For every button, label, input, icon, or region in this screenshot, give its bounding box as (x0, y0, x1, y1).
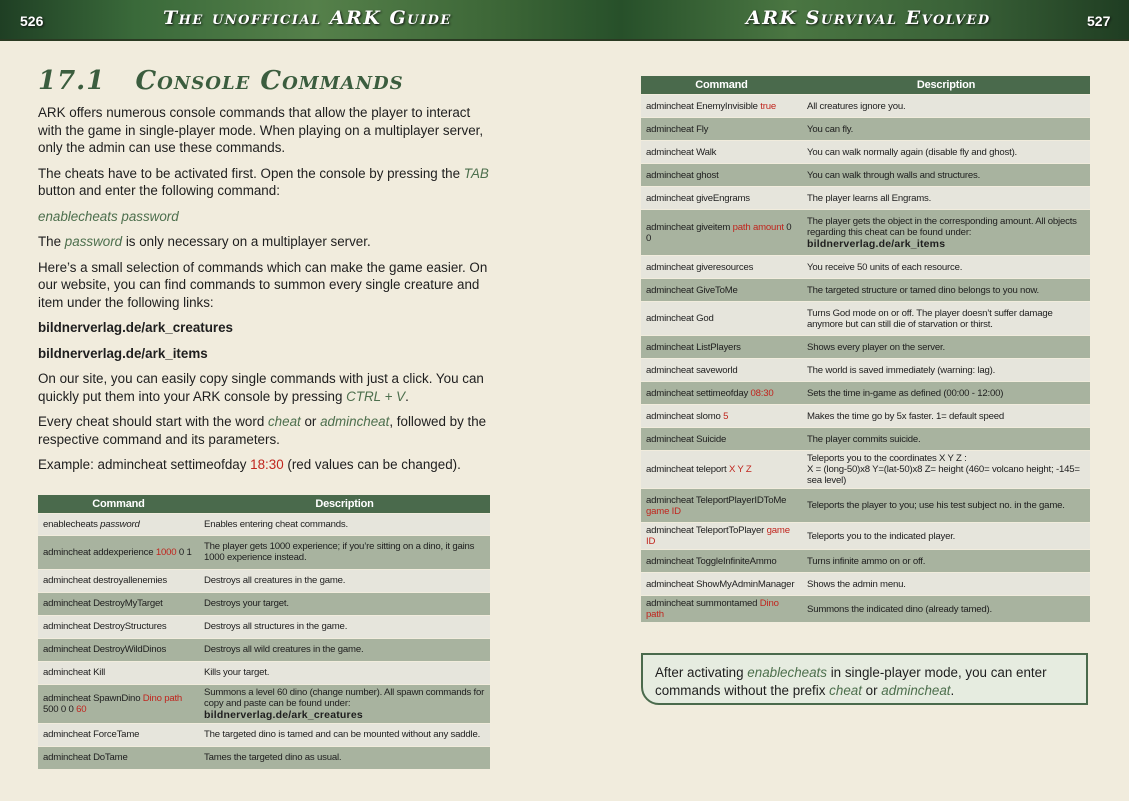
description-cell: Teleports you to the indicated player. (802, 523, 1090, 550)
description-cell: Destroys all structures in the game. (199, 615, 490, 638)
table-row (641, 302, 1090, 336)
command-cell: admincheat DestroyStructures (38, 615, 199, 638)
table-row (641, 382, 1090, 405)
description-cell: All creatures ignore you. (802, 95, 1090, 118)
table-row (641, 279, 1090, 302)
table-row (38, 746, 490, 769)
table-row (641, 336, 1090, 359)
description-cell: The player learns all Engrams. (802, 187, 1090, 210)
command-cell: admincheat GiveToMe (641, 279, 802, 302)
table-row (641, 451, 1090, 489)
command-cell: admincheat summontamed Dino path (641, 596, 802, 623)
description-cell: Summons a level 60 dino (change number). All spawn commands for copy and paste can be found under: bildnerverlag.de/ark_creatures (199, 684, 490, 723)
command-cell: admincheat DoTame (38, 746, 199, 769)
table-row (641, 359, 1090, 382)
table-row (641, 187, 1090, 210)
activation-paragraph: The cheats have to be activated first. Open the console by pressing the TAB button and enter the following command: (38, 165, 489, 198)
command-cell: admincheat DestroyMyTarget (38, 592, 199, 615)
website-paragraph: Here’s a small selection of commands which can make the game easier. On our website, you can find commands to summon every single creature and item under the following links: (38, 259, 488, 310)
command-cell: admincheat giveitem path amount 0 0 (641, 210, 802, 256)
command-cell: admincheat God (641, 302, 802, 336)
right-page-number: 527 (1087, 13, 1111, 29)
table-row (38, 661, 490, 684)
table-row (38, 592, 490, 615)
table-row (38, 615, 490, 638)
left-page-number: 526 (20, 13, 44, 29)
tip-box: After activating enablecheats in single-player mode, you can enter commands without the prefix cheat or admincheat. (641, 653, 1088, 705)
right-page-column (641, 76, 1090, 622)
right-running-title: ARK Survival Evolved (746, 7, 991, 29)
left-command-table (38, 495, 490, 770)
description-cell: The targeted dino is tamed and can be mounted without any saddle. (199, 723, 490, 746)
left-page-column (38, 66, 490, 769)
description-cell: Shows every player on the server. (802, 336, 1090, 359)
description-cell: You can walk normally again (disable fly and ghost). (802, 141, 1090, 164)
command-cell: admincheat teleport X Y Z (641, 451, 802, 489)
left-running-title: The unofficial ARK Guide (163, 7, 452, 29)
creatures-link[interactable]: bildnerverlag.de/ark_creatures (38, 320, 234, 335)
command-cell: admincheat ghost (641, 164, 802, 187)
description-cell: Tames the targeted dino as usual. (199, 746, 490, 769)
description-cell: The player commits suicide. (802, 428, 1090, 451)
password-paragraph: The password is only necessary on a multiplayer server. (38, 234, 371, 249)
command-cell: admincheat slomo 5 (641, 405, 802, 428)
table-row (641, 118, 1090, 141)
table-header-description: Description (199, 495, 490, 514)
description-cell: The world is saved immediately (warning: lag). (802, 359, 1090, 382)
command-cell: admincheat Fly (641, 118, 802, 141)
description-cell: Destroys all creatures in the game. (199, 569, 490, 592)
table-header-command: Command (641, 76, 802, 95)
command-cell: admincheat settimeofday 08:30 (641, 382, 802, 405)
table-row (38, 569, 490, 592)
table-row (641, 523, 1090, 550)
description-cell: The player gets 1000 experience; if you’re sitting on a dino, it gains 1000 experience instead. (199, 535, 490, 569)
description-cell: Enables entering cheat commands. (199, 513, 490, 535)
command-cell: admincheat giveEngrams (641, 187, 802, 210)
description-cell: Turns infinite ammo on or off. (802, 550, 1090, 573)
table-row (641, 405, 1090, 428)
command-cell: admincheat EnemyInvisible true (641, 95, 802, 118)
command-cell: admincheat TeleportPlayerIDToMe game ID (641, 489, 802, 523)
intro-paragraph: ARK offers numerous console commands that allow the player to interact with the game in single-player mode. When playing on a multiplayer server, only the admin can use these commands. (38, 105, 484, 155)
table-row (641, 550, 1090, 573)
section-title: 17.1 Console Commands (38, 66, 404, 96)
right-command-table (641, 76, 1090, 622)
description-cell: Teleports you to the coordinates X Y Z : X = (long-50)x8 Y=(lat-50)x8 Z= height (460= volcano height; -145= sea level) (802, 451, 1090, 489)
cheat-prefix-paragraph: Every cheat should start with the word cheat or admincheat, followed by the respective command and its parameters. (38, 414, 487, 447)
description-cell: You receive 50 units of each resource. (802, 256, 1090, 279)
enablecheats-command: enablecheats password (38, 208, 179, 224)
table-row (641, 596, 1090, 623)
command-cell: admincheat DestroyWildDinos (38, 638, 199, 661)
copy-paragraph: On our site, you can easily copy single commands with just a click. You can quickly put them into your ARK console by pressing CTRL + V. (38, 371, 484, 404)
command-cell: admincheat saveworld (641, 359, 802, 382)
items-link[interactable]: bildnerverlag.de/ark_creatures (204, 708, 363, 721)
description-cell: Sets the time in-game as defined (00:00 - 12:00) (802, 382, 1090, 405)
command-cell: admincheat addexperience 1000 0 1 (38, 535, 199, 569)
description-cell: The targeted structure or tamed dino belongs to you now. (802, 279, 1090, 302)
table-header-command: Command (38, 495, 199, 514)
command-cell: admincheat destroyallenemies (38, 569, 199, 592)
table-row (641, 256, 1090, 279)
description-cell: Destroys all wild creatures in the game. (199, 638, 490, 661)
command-cell: admincheat ToggleInfiniteAmmo (641, 550, 802, 573)
command-cell: admincheat Suicide (641, 428, 802, 451)
description-cell: Summons the indicated dino (already tamed). (802, 596, 1090, 623)
table-row (38, 638, 490, 661)
table-header-description: Description (802, 76, 1090, 95)
command-cell: enablecheats password (38, 513, 199, 535)
description-cell: Teleports the player to you; use his test subject no. in the game. (802, 489, 1090, 523)
command-cell: admincheat ForceTame (38, 723, 199, 746)
table-row (38, 535, 490, 569)
table-row (38, 513, 490, 535)
description-cell: Destroys your target. (199, 592, 490, 615)
table-row (641, 573, 1090, 596)
command-cell: admincheat giveresources (641, 256, 802, 279)
command-cell: admincheat ShowMyAdminManager (641, 573, 802, 596)
command-cell: admincheat Walk (641, 141, 802, 164)
header-banner (0, 0, 1129, 41)
table-row (641, 428, 1090, 451)
table-row (641, 141, 1090, 164)
command-cell: admincheat TeleportToPlayer game ID (641, 523, 802, 550)
items-link[interactable]: bildnerverlag.de/ark_items (807, 237, 946, 250)
description-cell: Shows the admin menu. (802, 573, 1090, 596)
example-paragraph: Example: admincheat settimeofday 18:30 (red values can be changed). (38, 457, 461, 472)
command-cell: admincheat SpawnDino Dino path 500 0 0 60 (38, 684, 199, 723)
table-row (641, 210, 1090, 256)
command-cell: admincheat ListPlayers (641, 336, 802, 359)
description-cell: You can fly. (802, 118, 1090, 141)
description-cell: The player gets the object in the corresponding amount. All objects regarding this cheat can be found under: bildnerverlag.de/ark_items (802, 210, 1090, 256)
description-cell: Turns God mode on or off. The player doesn’t suffer damage anymore but can still die of starvation or thirst. (802, 302, 1090, 336)
items-link[interactable]: bildnerverlag.de/ark_items (38, 345, 208, 361)
table-row (641, 489, 1090, 523)
description-cell: Makes the time go by 5x faster. 1= default speed (802, 405, 1090, 428)
command-cell: admincheat Kill (38, 661, 199, 684)
table-row (641, 95, 1090, 118)
description-cell: You can walk through walls and structures. (802, 164, 1090, 187)
description-cell: Kills your target. (199, 661, 490, 684)
table-row (38, 723, 490, 746)
table-row (38, 684, 490, 723)
table-row (641, 164, 1090, 187)
